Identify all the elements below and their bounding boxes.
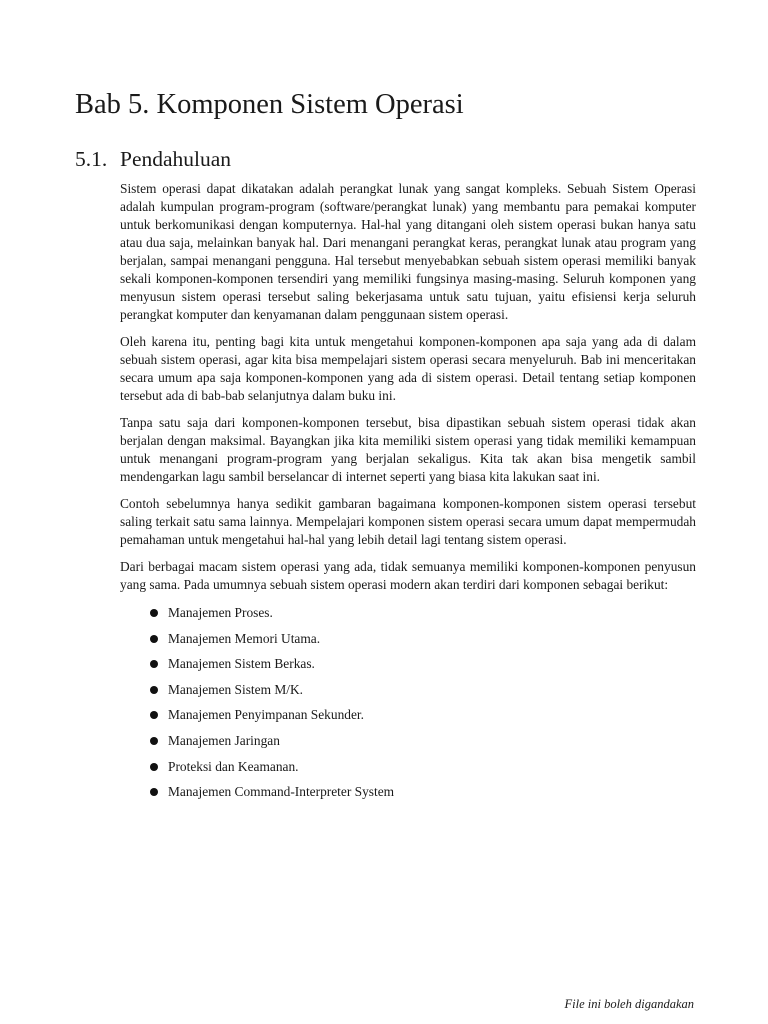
paragraph-2: Oleh karena itu, penting bagi kita untuk mengetahui komponen-komponen apa saja yang ada di dalam sebuah sistem operasi, agar kita bisa mempelajari sistem operasi secara menyeluruh. Bab ini menceritakan secara umum apa saja komponen-komponen yang ada di sistem operasi. Detail tentang setiap komponen tersebut ada di bab-bab selanjutnya dalam buku ini. bbox=[120, 334, 696, 403]
paragraph-5: Dari berbagai macam sistem operasi yang ada, tidak semuanya memiliki komponen-komponen penyusun yang sama. Pada umumnya sebuah sistem operasi modern akan terdiri dari komponen sebagai berikut: bbox=[120, 559, 696, 592]
section-title: Pendahuluan bbox=[120, 147, 232, 171]
list-item-text: Manajemen Jaringan bbox=[168, 732, 280, 748]
list-item-text: Manajemen Memori Utama. bbox=[168, 630, 321, 646]
list-item bbox=[120, 706, 696, 732]
list-item bbox=[120, 783, 696, 809]
bullet-icon bbox=[150, 660, 158, 668]
list-item bbox=[120, 758, 696, 784]
bullet-icon bbox=[150, 635, 158, 643]
section-number: 5.1. bbox=[75, 147, 108, 171]
bullet-icon bbox=[150, 711, 158, 719]
list-item-text: Manajemen Proses. bbox=[168, 605, 273, 620]
bullet-icon bbox=[150, 763, 158, 771]
paragraph-1: Sistem operasi dapat dikatakan adalah perangkat lunak yang sangat kompleks. Sebuah Sistem Operasi adalah kumpulan program-program (software/perangkat lunak) yang membantu para pemakai komputer untuk berkomunikasi dengan komputernya. Hal-hal yang ditangani oleh sistem operasi bukan hanya satu atau dua saja, melainkan banyak hal. Dari menangani perangkat keras, perangkat lunak atau program yang berjalan, sampai menangani pengguna. Hal tersebut menyebabkan sebuah sistem operasi memiliki banyak sekali komponen-komponen tersendiri yang memiliki fungsinya masing-masing. Seluruh komponen yang menyusun sistem operasi tersebut saling bekerjasama untuk satu tujuan, yaitu efisiensi kerja seluruh perangkat komputer dan kenyamanan dalam penggunaan sistem operasi. bbox=[120, 181, 696, 322]
list-item-text: Manajemen Penyimpanan Sekunder. bbox=[168, 707, 364, 723]
list-item bbox=[120, 655, 696, 681]
list-item-text: Manajemen Sistem M/K. bbox=[168, 681, 304, 697]
list-item-text: Manajemen Sistem Berkas. bbox=[168, 656, 315, 672]
bullet-icon bbox=[150, 788, 158, 796]
bullet-icon bbox=[150, 737, 158, 745]
list-item-text: Proteksi dan Keamanan. bbox=[168, 758, 299, 774]
bullet-icon bbox=[150, 686, 158, 694]
page-footer: File ini boleh digandakan bbox=[564, 997, 694, 1011]
list-item bbox=[120, 630, 696, 656]
list-item bbox=[120, 732, 696, 758]
list-item-text: Manajemen Command-Interpreter System bbox=[168, 784, 395, 800]
section-body bbox=[120, 180, 696, 809]
chapter-title: Bab 5. Komponen Sistem Operasi bbox=[75, 89, 464, 120]
component-list bbox=[120, 604, 696, 809]
section-heading bbox=[75, 145, 231, 173]
list-item bbox=[120, 604, 696, 630]
list-item bbox=[120, 681, 696, 707]
paragraph-4: Contoh sebelumnya hanya sedikit gambaran bagaimana komponen-komponen sistem operasi tersebut saling terkait satu sama lainnya. Mempelajari komponen sistem operasi secara umum dapat mempermudah pemahaman untuk mengetahui hal-hal yang lebih detail lagi tentang sistem operasi. bbox=[120, 496, 696, 547]
paragraph-3: Tanpa satu saja dari komponen-komponen tersebut, bisa dipastikan sebuah sistem operasi tidak akan berjalan dengan maksimal. Bayangkan jika kita memiliki sistem operasi yang tidak memiliki kemampuan untuk menangani program-program yang berjalan sekaligus. Kita tak akan bisa mengetik sambil mendengarkan lagu sambil berselancar di internet seperti yang biasa kita lakukan saat ini. bbox=[120, 415, 696, 484]
bullet-icon bbox=[150, 609, 158, 617]
